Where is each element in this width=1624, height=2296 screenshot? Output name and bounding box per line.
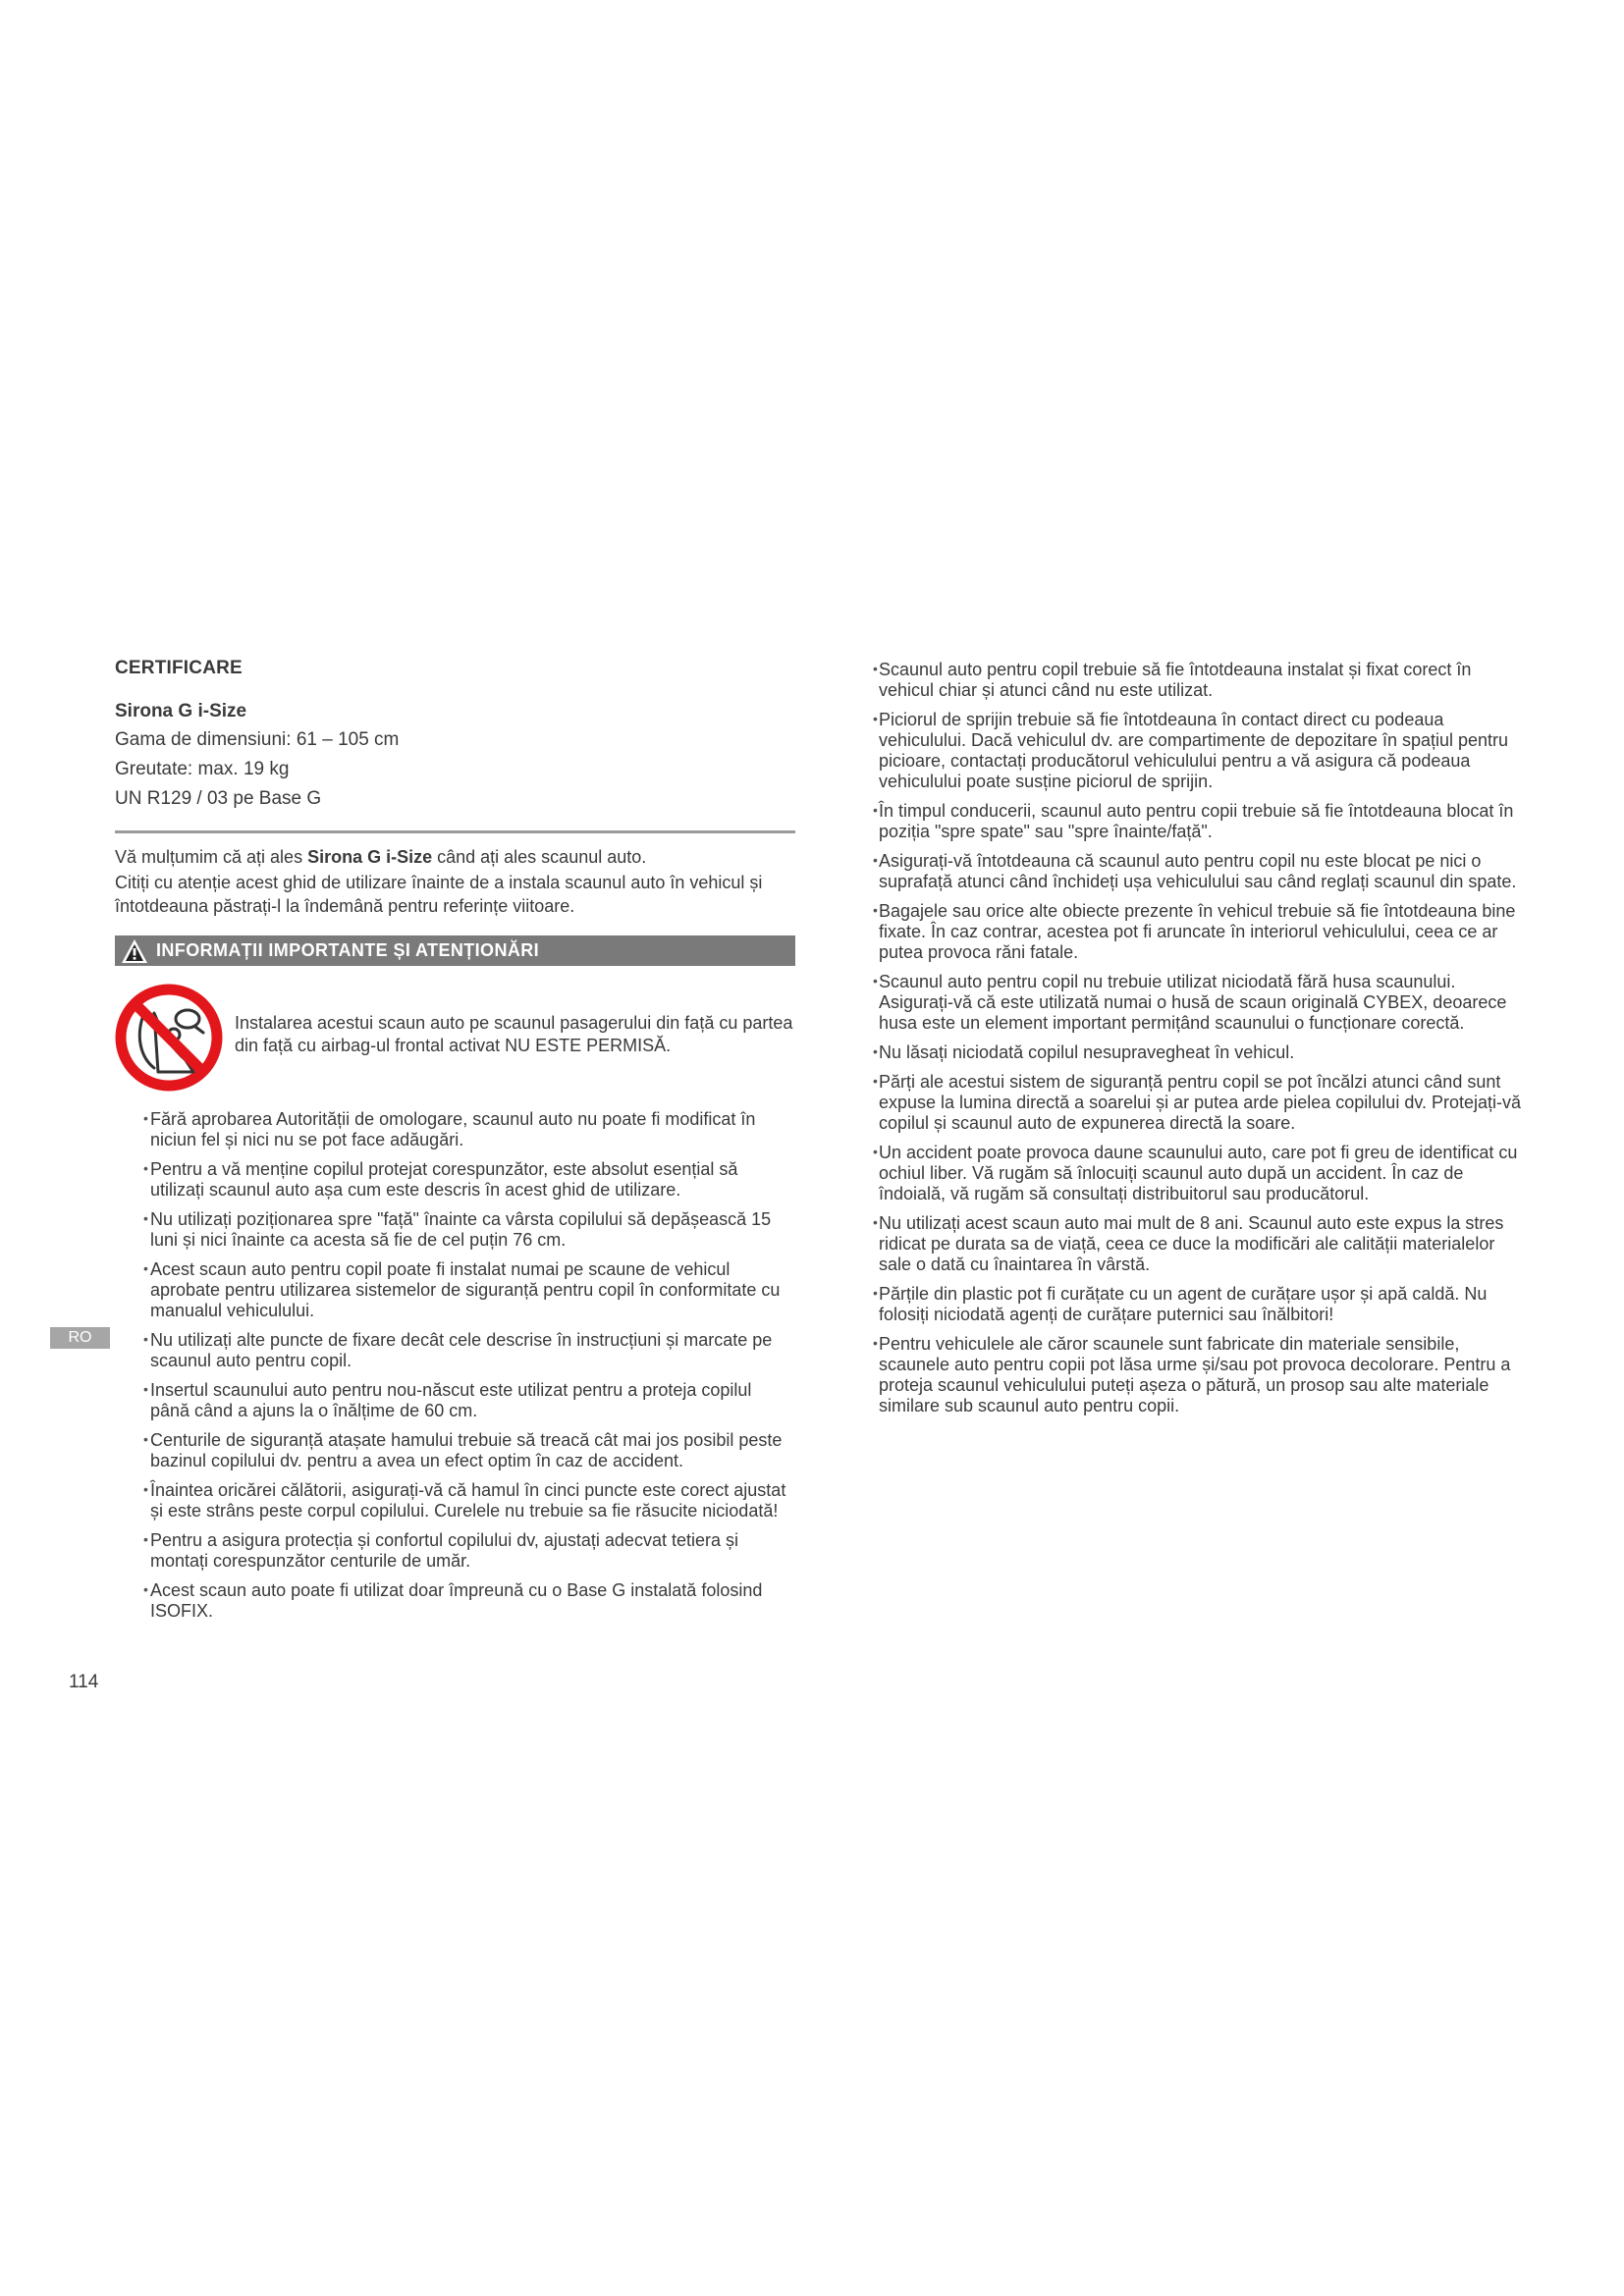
- page-number: 114: [69, 1672, 99, 1692]
- list-item: • Nu lăsați niciodată copilul nesupravegheat în vehicul.: [877, 1042, 1525, 1063]
- thanks-text: Vă mulțumim că ați ales Sirona G i-Size când ați ales scaunul auto.: [115, 847, 647, 867]
- standard: UN R129 / 03 pe Base G: [115, 788, 322, 809]
- list-item: • Pentru vehiculele ale căror scaunele sunt fabricate din materiale sensibile, scaunele auto pentru copii pot lăsa urme și/sau pot provoca decolorare. Pentru a proteja scaunul vehiculului puteți așeza o pătură, un prosop sau alte materiale similare sub scaunul auto pentru copii.: [877, 1334, 1525, 1416]
- product-name: Sirona G i-Size: [115, 701, 247, 721]
- thanks-product: Sirona G i-Size: [307, 847, 433, 867]
- weight-limit: Greutate: max. 19 kg: [115, 759, 290, 779]
- list-item: • Scaunul auto pentru copil nu trebuie utilizat niciodată fără husa scaunului. Asigurați-vă că este utilizată numai o husă de scaun originală CYBEX, deoarece husa este un element important permițând scaunului o funcționare corectă.: [877, 972, 1525, 1034]
- airbag-warning-text: Instalarea acestui scaun auto pe scaunul pasagerului din față cu partea din față cu airbag-ul frontal activat NU ESTE PERMISĂ.: [235, 1013, 793, 1055]
- certification-heading: CERTIFICARE: [115, 658, 243, 678]
- list-item: • Părți ale acestui sistem de siguranță pentru copil se pot încălzi atunci când sunt expuse la lumina directă a soarelui și ar putea arde pielea copilului dv. Protejați-vă copilul și scaunul auto de expunerea directă la soare.: [877, 1072, 1525, 1134]
- list-item: • Asigurați-vă întotdeauna că scaunul auto pentru copil nu este blocat pe nici o suprafață atunci când închideți ușa vehiculului sau când reglați scaunul din spate.: [877, 851, 1525, 892]
- left-column: [115, 658, 795, 1630]
- list-item: • Nu utilizați alte puncte de fixare decât cele descrise în instrucțiuni și marcate pe scaunul auto pentru copil.: [115, 1330, 795, 1371]
- safety-list-left: [115, 1109, 795, 1622]
- size-range: Gama de dimensiuni: 61 – 105 cm: [115, 729, 400, 750]
- list-item: • Nu utilizați poziționarea spre "față" înainte ca vârsta copilului să depășească 15 luni și nici înainte ca acesta să fie de cel puțin 76 cm.: [115, 1209, 795, 1251]
- warning-icon: [121, 938, 148, 964]
- list-item: • Acest scaun auto pentru copil poate fi instalat numai pe scaune de vehicul aprobate pentru utilizarea sistemelor de siguranță pentru copil în conformitate cu manualul vehiculului.: [115, 1259, 795, 1321]
- list-item: • Părțile din plastic pot fi curățate cu un agent de curățare ușor și apă caldă. Nu folosiți niciodată agenți de curățare puternici sau înălbitori!: [877, 1284, 1525, 1325]
- list-item: • În timpul conducerii, scaunul auto pentru copii trebuie să fie întotdeauna blocat în poziția "spre spate" sau "spre înainte/față".: [877, 801, 1525, 842]
- list-item: • Înaintea oricărei călătorii, asigurați-vă că hamul în cinci puncte este corect ajustat și este strâns peste corpul copilului. Curelele nu trebuie sa fie răsucite niciodată!: [115, 1480, 795, 1522]
- list-item: • Centurile de siguranță atașate hamului trebuie să treacă cât mai jos posibil peste bazinul copilului dv. pentru a avea un efect optim în caz de accident.: [115, 1430, 795, 1471]
- warning-banner-title: INFORMAȚII IMPORTANTE ȘI ATENȚIONĂRI: [156, 940, 540, 960]
- list-item: • Pentru a asigura protecția și confortul copilului dv, ajustați adecvat tetiera și montați corespunzător centurile de umăr.: [115, 1530, 795, 1572]
- language-tab: RO: [50, 1327, 110, 1349]
- divider: [115, 830, 795, 833]
- no-airbag-prohibition-icon: [115, 984, 223, 1092]
- list-item: • Insertul scaunului auto pentru nou-născut este utilizat pentru a proteja copilul până când a ajuns la o înălțime de 60 cm.: [115, 1380, 795, 1421]
- list-item: • Pentru a vă menține copilul protejat corespunzător, este absolut esențial să utilizați scaunul auto așa cum este descris în acest ghid de utilizare.: [115, 1159, 795, 1201]
- right-column: [877, 660, 1525, 1425]
- list-item: • Bagajele sau orice alte obiecte prezente în vehicul trebuie să fie întotdeauna bine fixate. În caz contrar, acestea pot fi aruncate în interiorul vehiculului, ceea ce ar putea provoca răni fatale.: [877, 901, 1525, 963]
- list-item: • Acest scaun auto poate fi utilizat doar împreună cu o Base G instalată folosind ISOFIX.: [115, 1580, 795, 1622]
- list-item: • Nu utilizați acest scaun auto mai mult de 8 ani. Scaunul auto este expus la stres ridicat pe durata sa de viață, ceea ce duce la modificări ale calității materialelor sale o dată cu înaintarea în vârstă.: [877, 1213, 1525, 1275]
- list-item: • Scaunul auto pentru copil trebuie să fie întotdeauna instalat și fixat corect în vehicul chiar și atunci când nu este utilizat.: [877, 660, 1525, 701]
- safety-list-right: [877, 660, 1525, 1416]
- warning-banner: [115, 935, 795, 966]
- list-item: • Piciorul de sprijin trebuie să fie întotdeauna în contact direct cu podeaua vehiculului. Dacă vehiculul dv. are compartimente de depozitare în spațiul pentru picioare, contactați producătorul vehiculului pentru a vă asigura că podeaua vehiculului poate susține piciorul de sprijin.: [877, 710, 1525, 792]
- read-manual-text: Citiți cu atenție acest ghid de utilizare înainte de a instala scaunul auto în vehicul și întotdeauna păstrați-l la îndemână pentru referințe viitoare.: [115, 873, 763, 916]
- list-item: • Un accident poate provoca daune scaunului auto, care pot fi greu de identificat cu ochiul liber. Vă rugăm să înlocuiți scaunul auto după un accident. În caz de îndoială, vă rugăm să consultați distribuitorul sau producătorul.: [877, 1143, 1525, 1204]
- list-item: • Fără aprobarea Autorității de omologare, scaunul auto nu poate fi modificat în niciun fel și nici nu se pot face adăugări.: [115, 1109, 795, 1150]
- airbag-warning: [115, 984, 795, 1092]
